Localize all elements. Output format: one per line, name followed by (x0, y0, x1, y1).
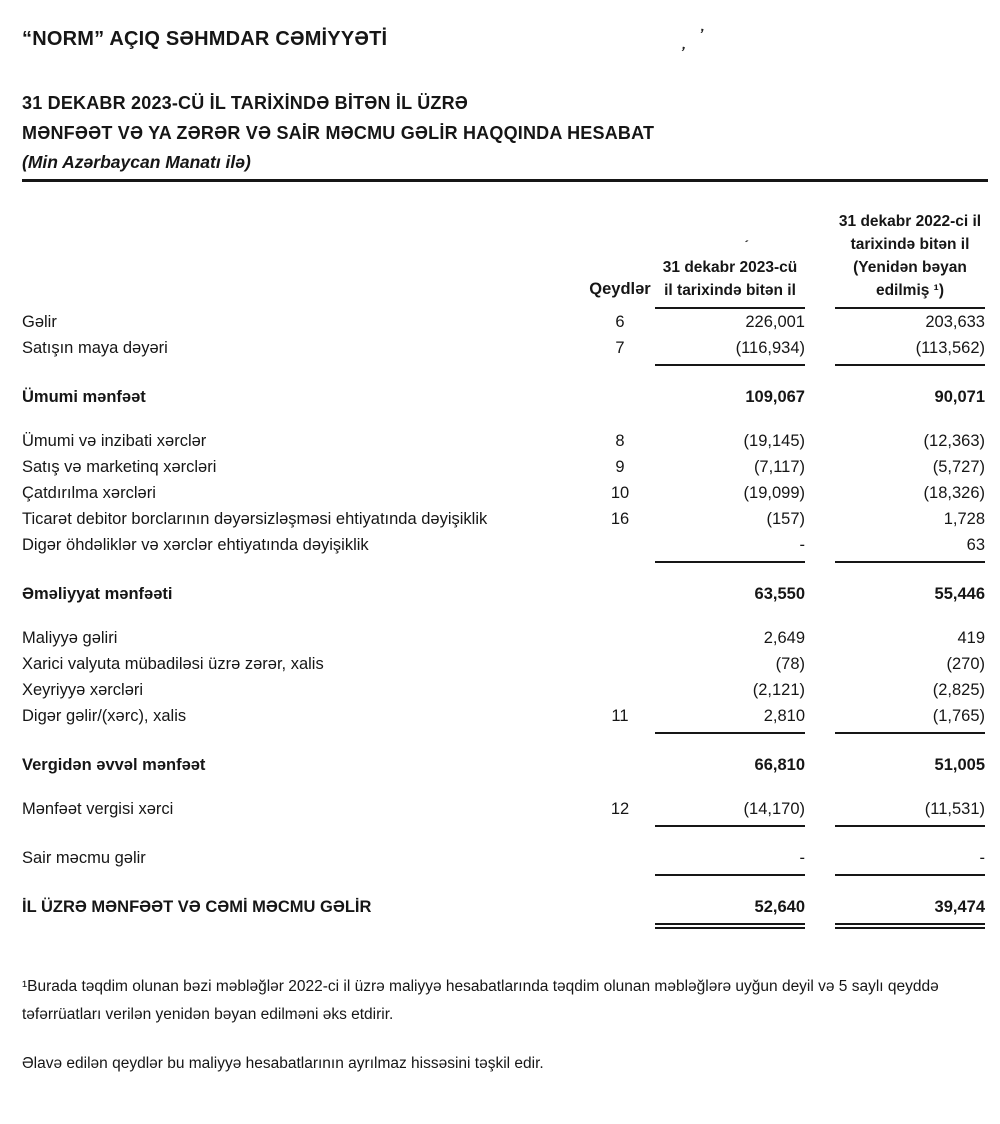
table-row (22, 309, 985, 335)
scan-artifact: ’ (697, 25, 706, 44)
row-value-2023: (19,145) (743, 432, 805, 450)
row-value-2022: (5,727) (932, 458, 985, 476)
col-2023-header: 31 dekabr 2023-cü il tarixində bitən il (655, 256, 805, 309)
row-value-2022: (113,562) (835, 335, 985, 366)
col-2022-header: 31 dekabr 2022-ci il tarixində bitən il (Yenidən bəyan edilmiş ¹) (835, 210, 985, 309)
row-value-2022: 419 (957, 629, 985, 647)
scan-artifact: ´ (742, 237, 750, 253)
footnote-restatement: ¹Burada təqdim olunan bəzi məbləğlər 2022-ci il üzrə maliyyə hesabatlarında təqdim olunan məbləğlərə uyğun deyil və 5 saylı qeyddə təfərrüatları verilən yenidən bəyan edilməni əks etdirir. (22, 978, 939, 1023)
row-label: Satışın maya dəyəri (22, 339, 168, 357)
table-header-row (22, 210, 985, 309)
row-label: Xarici valyuta mübadiləsi üzrə zərər, xalis (22, 655, 324, 673)
table-row (22, 506, 985, 532)
row-value-2022: (18,326) (923, 484, 985, 502)
table-row (22, 894, 985, 925)
row-note: 7 (615, 339, 625, 357)
notes-column-header: Qeydlər (589, 280, 651, 298)
row-value-2022: (12,363) (923, 432, 985, 450)
row-value-2022: (1,765) (835, 703, 985, 734)
row-value-2023: (2,121) (752, 681, 805, 699)
row-value-2023: 2,810 (655, 703, 805, 734)
row-value-2022: (2,825) (932, 681, 985, 699)
row-value-2023: (7,117) (753, 458, 805, 476)
company-title: “NORM” AÇIQ SƏHMDAR CƏMİYYƏTİ (22, 28, 388, 50)
row-label: Xeyriyyə xərcləri (22, 681, 144, 699)
row-value-2023: 52,640 (655, 894, 805, 925)
table-row (22, 845, 985, 876)
row-label: Sair məcmu gəlir (22, 849, 146, 867)
table-row (22, 384, 985, 410)
table-row (22, 428, 985, 454)
report-title-line-2: MƏNFƏƏT VƏ YA ZƏRƏR VƏ SAİR MƏCMU GƏLİR HAQQINDA HESABAT (22, 123, 655, 143)
row-label: İL ÜZRƏ MƏNFƏƏT VƏ CƏMİ MƏCMU GƏLİR (22, 898, 372, 916)
row-label: Vergidən əvvəl mənfəət (22, 756, 206, 774)
row-note: 8 (615, 432, 625, 450)
row-value-2022: 63 (835, 532, 985, 563)
row-value-2023: 226,001 (745, 313, 805, 331)
row-value-2023: (19,099) (743, 484, 805, 502)
row-label: Mənfəət vergisi xərci (22, 800, 174, 818)
statement-rows (22, 309, 985, 925)
table-row (22, 752, 985, 778)
row-value-2023: 63,550 (754, 585, 805, 603)
row-value-2022: 55,446 (934, 585, 985, 603)
row-value-2023: (14,170) (655, 796, 805, 827)
row-note: 10 (610, 484, 630, 502)
row-value-2023: 109,067 (745, 388, 805, 406)
row-value-2022: - (835, 845, 985, 876)
row-value-2023: - (655, 845, 805, 876)
table-row (22, 480, 985, 506)
row-label: Satış və marketinq xərcləri (22, 458, 217, 476)
report-title (22, 88, 985, 148)
row-value-2023: (116,934) (655, 335, 805, 366)
report-title-line-1: 31 DEKABR 2023-CÜ İL TARİXİNDƏ BİTƏN İL ÜZRƏ (22, 93, 469, 113)
table-row (22, 454, 985, 480)
header-divider (22, 179, 988, 182)
table-row (22, 532, 985, 563)
row-value-2023: (157) (766, 510, 805, 528)
row-label: Digər gəlir/(xərc), xalis (22, 707, 187, 725)
row-note: 11 (611, 707, 629, 725)
row-value-2023: 2,649 (763, 629, 805, 647)
table-row (22, 335, 985, 366)
table-row (22, 677, 985, 703)
row-label: Gəlir (22, 313, 57, 331)
row-value-2022: 90,071 (934, 388, 985, 406)
row-label: Ümumi və inzibati xərclər (22, 432, 207, 450)
row-note: 16 (610, 510, 630, 528)
currency-note: (Min Azərbaycan Manatı ilə) (22, 152, 251, 172)
row-label: Ticarət debitor borclarının dəyərsizləşməsi ehtiyatında dəyişiklik (22, 510, 488, 528)
row-label: Çatdırılma xərcləri (22, 484, 156, 502)
table-row (22, 703, 985, 734)
row-value-2022: 1,728 (943, 510, 985, 528)
row-label: Əməliyyat mənfəəti (22, 585, 173, 603)
scan-artifact: ’ (677, 43, 687, 62)
row-note: 6 (615, 313, 625, 331)
row-label: Maliyyə gəliri (22, 629, 118, 647)
row-value-2023: 66,810 (754, 756, 805, 774)
table-row (22, 651, 985, 677)
row-value-2022: (11,531) (835, 796, 985, 827)
row-value-2022: 39,474 (835, 894, 985, 925)
table-row (22, 625, 985, 651)
row-label: Ümumi mənfəət (22, 388, 146, 406)
table-row (22, 581, 985, 607)
income-statement-table (22, 210, 985, 925)
row-value-2023: - (655, 532, 805, 563)
row-value-2022: 51,005 (934, 756, 985, 774)
table-row (22, 796, 985, 827)
row-label: Digər öhdəliklər və xərclər ehtiyatında dəyişiklik (22, 536, 369, 554)
row-note: 12 (610, 800, 630, 818)
row-value-2022: (270) (946, 655, 985, 673)
row-value-2023: (78) (775, 655, 805, 673)
row-note: 9 (615, 458, 625, 476)
row-value-2022: 203,633 (925, 313, 985, 331)
footnote-integral: Əlavə edilən qeydlər bu maliyyə hesabatlarının ayrılmaz hissəsini təşkil edir. (22, 1055, 544, 1072)
